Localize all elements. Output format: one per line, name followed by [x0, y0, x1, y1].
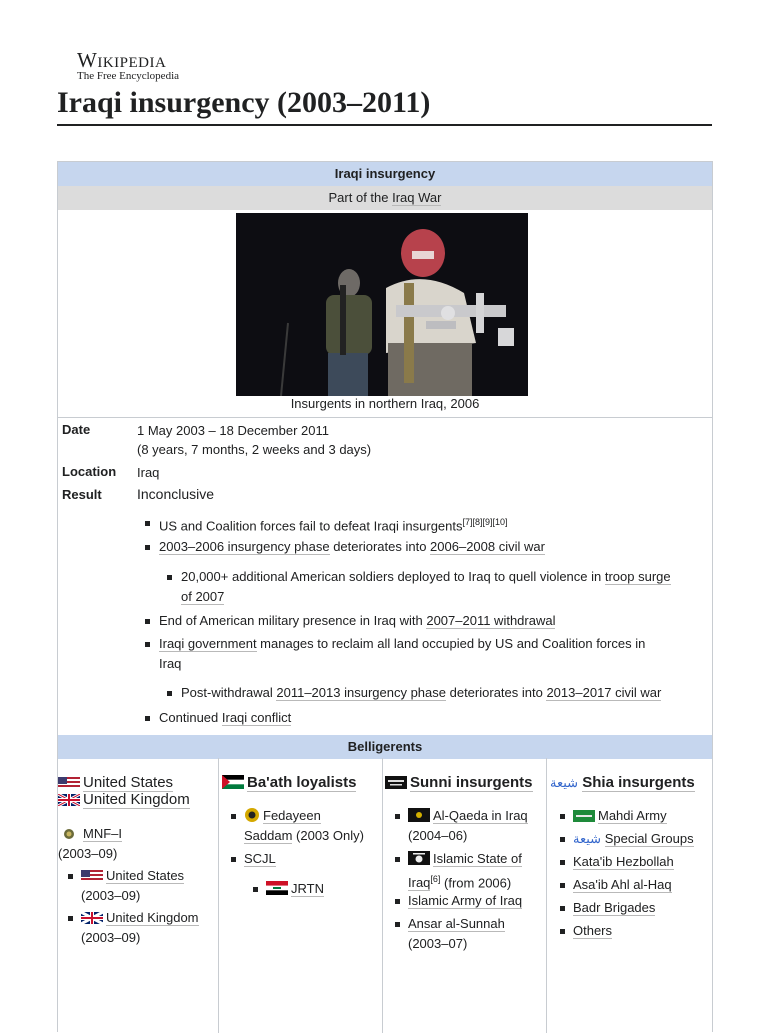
united-states-link-2[interactable]: United States — [106, 868, 185, 883]
page-title: Iraqi insurgency (2003–2011) — [57, 86, 431, 119]
shia-item-mahdi — [573, 806, 667, 826]
civil-war-2006-link[interactable]: 2006–2008 civil war — [430, 539, 545, 554]
uk-flag-icon — [81, 912, 103, 924]
shia-heading — [550, 774, 695, 791]
shia-arabic-label: شيعة — [550, 775, 579, 790]
baath-item-fedayeen: Fedayeen Saddam (2003 Only) — [244, 806, 364, 846]
baath-flag-icon — [222, 775, 244, 789]
location-label: Location — [62, 464, 117, 479]
isi-flag-icon — [408, 851, 430, 865]
references-7-10[interactable]: [7][8][9][10] — [462, 517, 508, 527]
sunni-item-isi: Islamic State of Iraq[6] (from 2006) — [408, 849, 522, 893]
infobox-title: Iraqi insurgency — [58, 162, 712, 186]
sunni-item-iai — [408, 891, 522, 911]
shia-item-badr — [573, 898, 655, 918]
wikipedia-logo[interactable] — [77, 50, 179, 82]
result-bullet-5: Continued Iraqi conflict — [159, 708, 291, 728]
iraq-war-link[interactable]: Iraq War — [392, 190, 442, 205]
fedayeen-emblem-icon — [244, 808, 260, 822]
insurgency-phase-link[interactable]: 2003–2006 insurgency phase — [159, 539, 330, 554]
insurgents-photo-graphic — [236, 213, 528, 396]
belligerents-sunni — [383, 758, 547, 1033]
belligerents-header: Belligerents — [58, 735, 712, 759]
insurgency-2011-link[interactable]: 2011–2013 insurgency phase — [276, 685, 446, 700]
result-bullet-1: US and Coalition forces fail to defeat Iraqi insurgents[7][8][9][10] — [159, 513, 508, 536]
infobox — [57, 161, 713, 1032]
troop-surge-link-cont[interactable]: of 2007 — [181, 588, 225, 604]
saddam-link[interactable]: Saddam — [244, 828, 293, 843]
baath-loyalists-link[interactable]: Ba'ath loyalists — [247, 774, 357, 791]
date-value: 1 May 2003 – 18 December 2011 (8 years, 7 months, 2 weeks and 3 days) — [137, 423, 372, 457]
result-label: Result — [62, 487, 102, 502]
islamic-state-of-iraq-link[interactable]: Islamic State of — [433, 851, 522, 866]
us-flag-icon — [58, 777, 80, 789]
result-value: Inconclusive — [137, 486, 215, 502]
logo-wordmark: Wikipedia — [77, 48, 167, 72]
logo-tagline: The Free Encyclopedia — [77, 70, 180, 82]
shia-item-asaib — [573, 875, 672, 895]
baath-item-scjl — [244, 849, 276, 869]
mnf-emblem-icon — [58, 828, 80, 840]
date-label: Date — [62, 422, 91, 437]
sunni-item-ansar: Ansar al-Sunnah (2003–07) — [408, 914, 505, 954]
united-kingdom-link[interactable]: United Kingdom — [83, 791, 190, 808]
coalition-heading — [58, 774, 190, 808]
sunni-heading — [385, 774, 533, 791]
baath-item-jrtn — [266, 879, 324, 899]
uk-flag-icon — [58, 794, 80, 806]
location-value: Iraq — [137, 465, 160, 480]
united-states-link[interactable]: United States — [83, 774, 174, 791]
fedayeen-link[interactable]: Fedayeen — [263, 808, 321, 823]
result-bullet-4: Iraqi government manages to reclaim all land occupied by US and Coalition forces in Iraq — [159, 634, 699, 673]
coalition-item-us: United States (2003–09) — [81, 866, 184, 906]
infobox-part-of: Part of the Iraq War — [58, 186, 712, 210]
mahdi-army-flag-icon — [573, 810, 595, 822]
jrtn-link[interactable]: JRTN — [291, 881, 324, 896]
special-groups-arabic-label: شيعة — [573, 831, 602, 846]
belligerents-baath — [219, 758, 383, 1033]
result-subbullet-2: Post-withdrawal 2011–2013 insurgency phase deteriorates into 2013–2017 civil war — [181, 683, 661, 703]
black-standard-flag-icon — [385, 776, 407, 789]
troop-surge-link[interactable]: troop surge — [604, 569, 671, 584]
shia-item-special-groups — [573, 829, 694, 849]
result-subbullet-1: 20,000+ additional American soldiers deployed to Iraq to quell violence in troop surge of 2007 — [181, 567, 706, 606]
reference-6[interactable]: [6] — [430, 874, 441, 884]
al-qaeda-in-iraq-link[interactable]: Al-Qaeda in Iraq — [433, 808, 528, 823]
ansar-al-sunnah-link[interactable]: Ansar al-Sunnah — [408, 916, 505, 931]
islamic-state-of-iraq-link-cont[interactable]: Iraq — [408, 875, 431, 891]
result-bullet-2: 2003–2006 insurgency phase deteriorates into 2006–2008 civil war — [159, 537, 545, 557]
baath-heading — [222, 774, 356, 791]
mahdi-army-link[interactable]: Mahdi Army — [598, 808, 667, 823]
iraq-flag-icon — [266, 881, 288, 895]
shia-item-others — [573, 921, 612, 941]
sunni-item-aqi: Al-Qaeda in Iraq (2004–06) — [408, 806, 528, 846]
kataib-hezbollah-link[interactable]: Kata'ib Hezbollah — [573, 854, 674, 869]
mnf-i-link[interactable]: MNF–I — [83, 826, 122, 841]
belligerents-shia — [547, 758, 712, 1033]
badr-brigades-link[interactable]: Badr Brigades — [573, 900, 656, 915]
coalition-item-uk: United Kingdom (2003–09) — [81, 908, 199, 948]
united-kingdom-link-2[interactable]: United Kingdom — [106, 910, 199, 925]
iraqi-government-link[interactable]: Iraqi government — [159, 636, 257, 651]
photo-caption: Insurgents in northern Iraq, 2006 — [290, 396, 480, 411]
shia-item-kataib — [573, 852, 674, 872]
asaib-ahl-al-haq-link[interactable]: Asa'ib Ahl al-Haq — [573, 877, 672, 892]
belligerents-coalition — [58, 758, 219, 1033]
sunni-insurgents-link[interactable]: Sunni insurgents — [410, 774, 533, 791]
mnf-entry: MNF–I (2003–09) — [58, 826, 122, 861]
title-rule — [57, 124, 712, 126]
scjl-link[interactable]: SCJL — [244, 851, 276, 866]
us-flag-icon — [81, 870, 103, 882]
aqi-flag-icon — [408, 808, 430, 822]
infobox-separator — [58, 417, 712, 418]
insurgents-photo[interactable] — [236, 213, 528, 396]
shia-insurgents-link[interactable]: Shia insurgents — [582, 774, 695, 791]
others-link[interactable]: Others — [573, 923, 613, 938]
islamic-army-of-iraq-link[interactable]: Islamic Army of Iraq — [408, 893, 523, 908]
withdrawal-link[interactable]: 2007–2011 withdrawal — [426, 613, 556, 628]
special-groups-link[interactable]: Special Groups — [604, 831, 694, 846]
result-bullet-3: End of American military presence in Iraq with 2007–2011 withdrawal — [159, 611, 555, 631]
iraqi-conflict-link[interactable]: Iraqi conflict — [221, 710, 292, 725]
civil-war-2013-link[interactable]: 2013–2017 civil war — [546, 685, 662, 700]
